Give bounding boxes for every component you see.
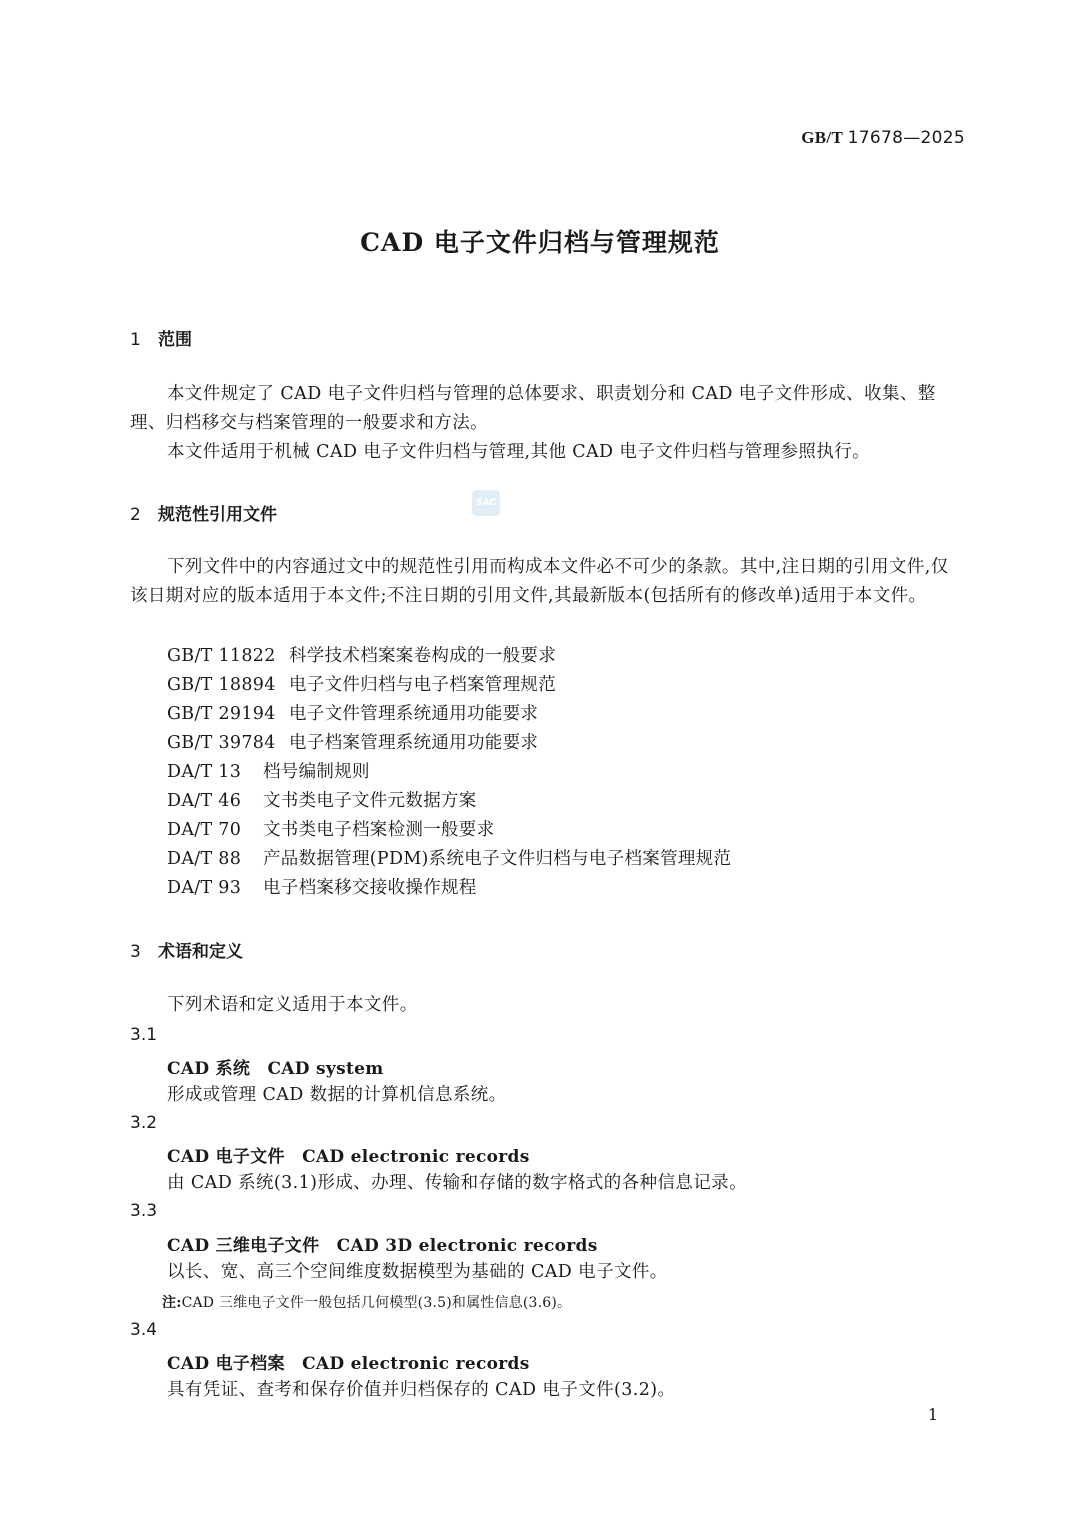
reference-title: 电子档案管理系统通用功能要求 — [289, 733, 539, 753]
reference-code: DA/T 70 — [167, 820, 242, 840]
term-number: 3.2 — [130, 1113, 158, 1133]
standard-code — [801, 128, 965, 148]
reference-title: 产品数据管理(PDM)系统电子文件归档与电子档案管理规范 — [263, 849, 732, 869]
term-definition: 具有凭证、查考和保存价值并归档保存的 CAD 电子文件(3.2)。 — [167, 1380, 676, 1400]
reference-title: 科学技术档案案卷构成的一般要求 — [289, 646, 556, 666]
term-name: CAD 三维电子文件 CAD 3D electronic records — [167, 1236, 598, 1256]
section-3-intro: 下列术语和定义适用于本文件。 — [167, 995, 418, 1015]
standard-prefix: GB/T — [801, 128, 844, 147]
section-title: 规范性引用文件 — [158, 505, 277, 525]
document-title: CAD 电子文件归档与管理规范 — [360, 228, 720, 257]
section-3-heading — [130, 937, 243, 962]
reference-title: 文书类电子文件元数据方案 — [263, 791, 477, 811]
page-number: 1 — [927, 1405, 938, 1424]
sac-watermark-logo: SAC — [472, 490, 500, 516]
note-text: CAD 三维电子文件一般包括几何模型(3.5)和属性信息(3.6)。 — [181, 1295, 572, 1311]
reference-item — [167, 874, 477, 899]
reference-item — [167, 758, 370, 783]
reference-code: GB/T 18894 — [167, 675, 276, 695]
reference-item — [167, 642, 556, 667]
reference-title: 电子文件归档与电子档案管理规范 — [289, 675, 556, 695]
section-1-heading — [130, 325, 192, 350]
reference-title: 电子文件管理系统通用功能要求 — [289, 704, 539, 724]
term-number: 3.4 — [130, 1320, 158, 1340]
reference-title: 文书类电子档案检测一般要求 — [263, 820, 495, 840]
paragraph-text: 下列文件中的内容通过文中的规范性引用而构成本文件必不可少的条款。其中,注日期的引用文件,仅该日期对应的版本适用于本文件;不注日期的引用文件,其最新版本(包括所有的修改单)适用于本文件。 — [130, 557, 949, 606]
standard-number: 17678—2025 — [847, 128, 965, 148]
paragraph-text: 本文件规定了 CAD 电子文件归档与管理的总体要求、职责划分和 CAD 电子文件形成、收集、整理、归档移交与档案管理的一般要求和方法。 — [130, 384, 936, 433]
section-number: 1 — [130, 330, 141, 350]
section-1-paragraph-2: 本文件适用于机械 CAD 电子文件归档与管理,其他 CAD 电子文件归档与管理参照执行。 — [167, 442, 871, 462]
reference-code: GB/T 39784 — [167, 733, 276, 753]
note-label: 注: — [162, 1295, 182, 1311]
section-1-paragraph-1 — [130, 380, 966, 438]
term-definition: 形成或管理 CAD 数据的计算机信息系统。 — [167, 1085, 507, 1105]
reference-item — [167, 671, 556, 696]
section-2-heading — [130, 500, 277, 525]
reference-code: DA/T 46 — [167, 791, 242, 811]
section-title: 术语和定义 — [158, 942, 243, 962]
term-name: CAD 系统 CAD system — [167, 1059, 384, 1079]
term-definition: 以长、宽、高三个空间维度数据模型为基础的 CAD 电子文件。 — [167, 1262, 668, 1282]
reference-code: DA/T 93 — [167, 878, 242, 898]
reference-title: 电子档案移交接收操作规程 — [263, 878, 477, 898]
section-2-intro — [130, 553, 966, 611]
reference-item — [167, 729, 538, 754]
term-definition: 由 CAD 系统(3.1)形成、办理、传输和存储的数字格式的各种信息记录。 — [167, 1173, 747, 1193]
reference-code: GB/T 11822 — [167, 646, 276, 666]
section-number: 2 — [130, 505, 141, 525]
reference-title: 档号编制规则 — [263, 762, 370, 782]
term-name: CAD 电子档案 CAD electronic records — [167, 1354, 530, 1374]
reference-code: GB/T 29194 — [167, 704, 276, 724]
section-title: 范围 — [158, 330, 192, 350]
term-number: 3.1 — [130, 1025, 158, 1045]
section-number: 3 — [130, 942, 141, 962]
reference-item — [167, 700, 538, 725]
reference-item — [167, 787, 477, 812]
reference-code: DA/T 88 — [167, 849, 242, 869]
term-note — [162, 1292, 571, 1312]
reference-item — [167, 816, 494, 841]
reference-item — [167, 845, 731, 870]
term-name: CAD 电子文件 CAD electronic records — [167, 1147, 530, 1167]
term-number: 3.3 — [130, 1201, 158, 1221]
reference-code: DA/T 13 — [167, 762, 242, 782]
